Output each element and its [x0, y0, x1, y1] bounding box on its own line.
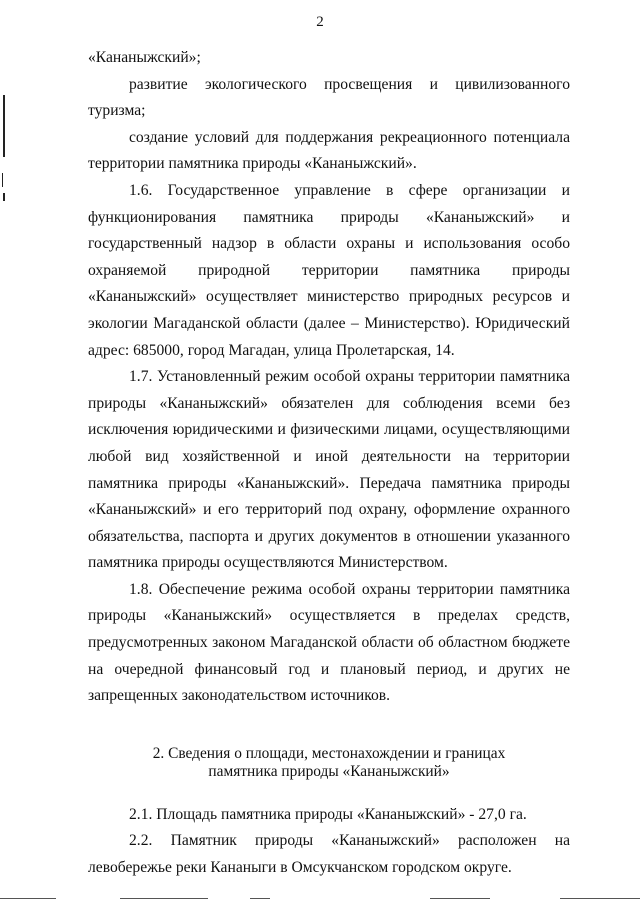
- section-heading-line-2: памятника природы «Кананыжский»: [208, 762, 450, 780]
- scan-bottom-line: [120, 898, 208, 899]
- scan-bottom-line: [430, 898, 490, 899]
- scan-bottom-line: [0, 898, 56, 899]
- document-body: [88, 45, 570, 882]
- scan-bottom-line: [560, 898, 640, 899]
- scan-edge-mark: [3, 95, 5, 157]
- section-heading: [88, 745, 570, 781]
- scan-edge-mark: [2, 173, 3, 187]
- paragraph-1-7: 1.7. Установленный режим особой охраны территории памятника природы «Кананыжский» обязателен для соблюдения всеми без исключения юридическими и физическими лицами, осуществляющими любой вид хозяйственной и иной деятельности на территории памятника природы «Кананыжский». Передача памятника природы «Кананыжский» и его территорий под охрану, оформление охранного обязательства, паспорта и других документов в отношении указанного памятника природы осуществляются Министерством.: [88, 368, 570, 572]
- section-heading-line-1: 2. Сведения о площади, местонахождении и границах: [152, 744, 506, 762]
- paragraph-1-6: 1.6. Государственное управление в сфере организации и функционирования памятника природы «Кананыжский» и государственный надзор в области охраны и использования особо охраняемой природной территории памятника природы «Кананыжский» осуществляет министерство природных ресурсов и экологии Магаданской области (далее – Министерство). Юридический адрес: 685000, город Магадан, улица Пролетарская, 14.: [88, 181, 570, 359]
- paragraph-2-2: 2.2. Памятник природы «Кананыжский» расположен на левобережье реки Кананыги в Омсукчанском городском округе.: [88, 832, 570, 877]
- paragraph-recreation: создание условий для поддержания рекреационного потенциала территории памятника природы «Кананыжский».: [88, 128, 570, 173]
- scan-bottom-line: [250, 898, 270, 899]
- page-number: 2: [316, 14, 324, 30]
- scan-edge-mark: [3, 193, 5, 201]
- paragraph-1-8: 1.8. Обеспечение режима особой охраны территории памятника природы «Кананыжский» осуществляется в пределах средств, предусмотренных законом Магаданской области об областном бюджете на очередной финансовый год и плановый период, и других не запрещенных законодательством источников.: [88, 580, 570, 705]
- paragraph-2-1: 2.1. Площадь памятника природы «Кананыжский» - 27,0 га.: [129, 805, 527, 823]
- paragraph-tourism: развитие экологического просвещения и цивилизованного туризма;: [88, 75, 570, 120]
- paragraph-continuation: «Кананыжский»;: [88, 49, 201, 66]
